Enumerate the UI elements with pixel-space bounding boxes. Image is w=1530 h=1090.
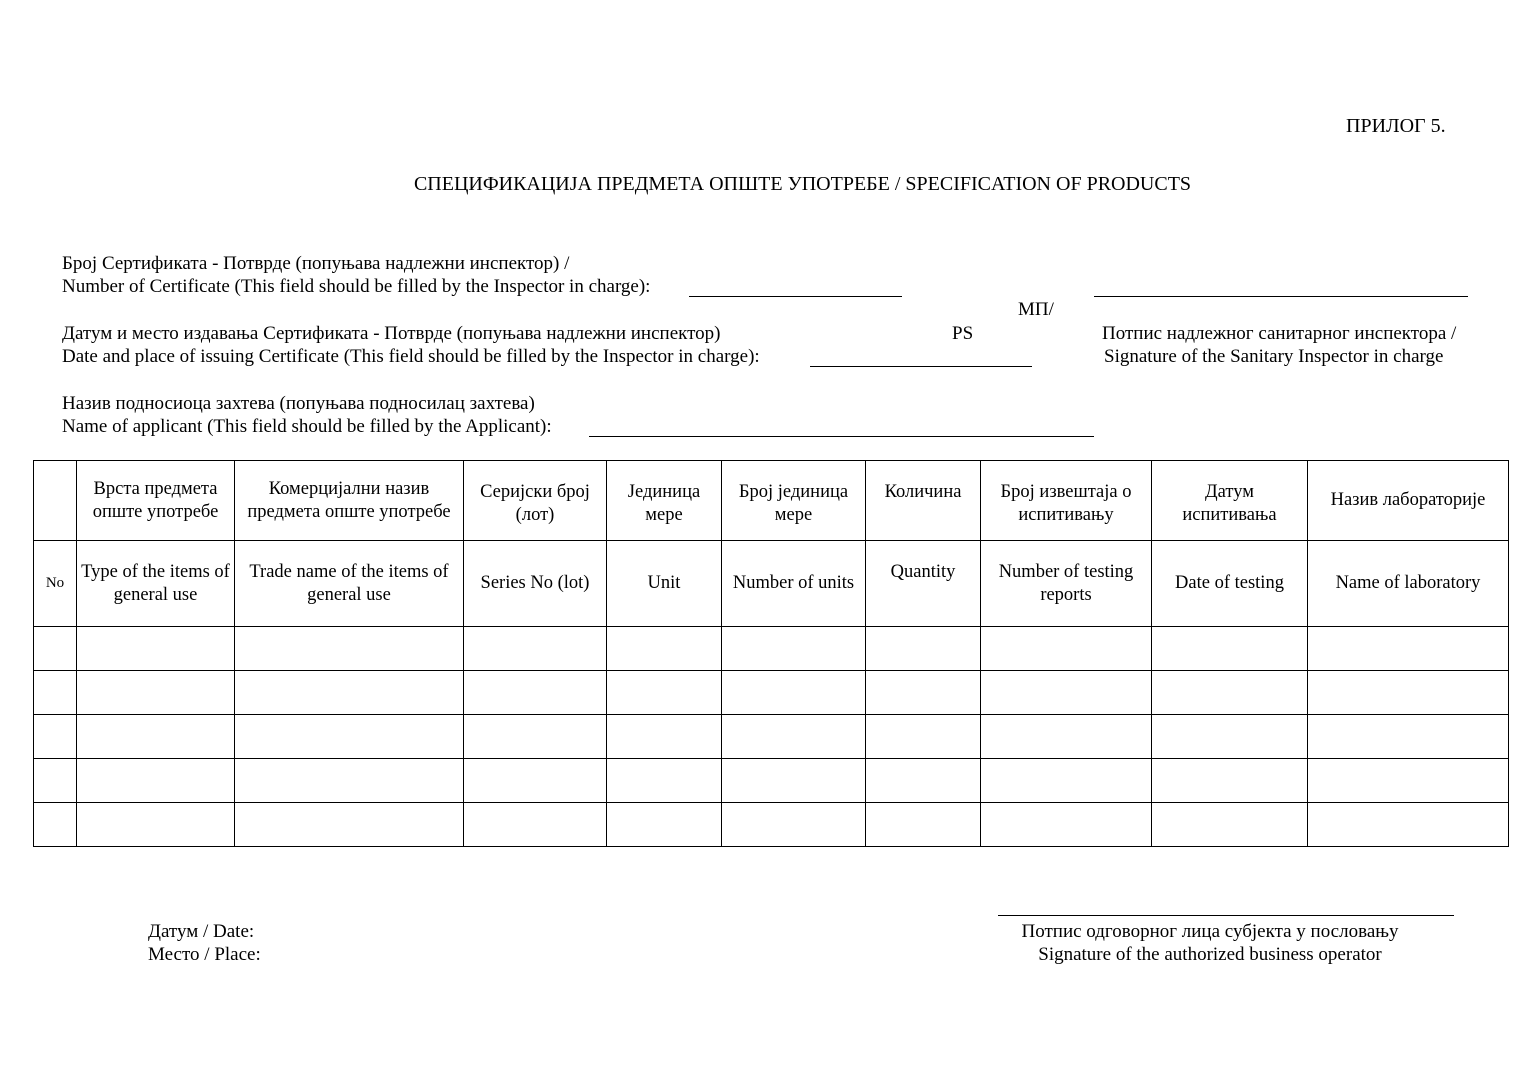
table-cell[interactable] (1152, 803, 1308, 847)
table-row (34, 715, 1509, 759)
applicant-label-en: Name of applicant (This field should be filled by the Applicant): (62, 416, 552, 437)
col-unit-header-en: Unit (607, 541, 722, 627)
col-date-testing-header-en: Date of testing (1152, 541, 1308, 627)
table-cell[interactable] (1308, 671, 1509, 715)
table-cell[interactable] (1308, 759, 1509, 803)
table-cell[interactable] (77, 671, 235, 715)
col-quantity-header-sr: Количина (866, 461, 981, 541)
no-header-cell-sr (34, 461, 77, 541)
table-cell[interactable] (722, 715, 866, 759)
inspector-signature-label-en: Signature of the Sanitary Inspector in charge (1104, 346, 1444, 367)
table-row (34, 671, 1509, 715)
table-cell[interactable] (464, 715, 607, 759)
col-reports-header-sr: Број извештаја о испитивању (981, 461, 1152, 541)
table-cell[interactable] (464, 803, 607, 847)
applicant-label-sr: Назив подносиоца захтева (попуњава подносилац захтева) (62, 393, 535, 414)
table-cell[interactable] (722, 759, 866, 803)
table-cell[interactable] (722, 671, 866, 715)
table-cell[interactable] (607, 715, 722, 759)
col-type-header-sr: Врста предмета опште употребе (77, 461, 235, 541)
certificate-number-label-en: Number of Certificate (This field should be filled by the Inspector in charge): (62, 276, 651, 297)
certificate-number-label-sr: Број Сертификата - Потврде (попуњава надлежни инспектор) / (62, 253, 570, 274)
business-operator-signature-line[interactable] (998, 915, 1454, 916)
business-operator-signature-label-sr: Потпис одговорног лица субјекта у пословању (1021, 921, 1399, 942)
table-cell[interactable] (866, 671, 981, 715)
inspector-signature-line[interactable] (1094, 296, 1468, 297)
table-cell[interactable] (866, 627, 981, 671)
table-cell[interactable] (235, 627, 464, 671)
table-cell[interactable] (866, 715, 981, 759)
table-cell[interactable] (981, 803, 1152, 847)
footer-place-label: Место / Place: (148, 944, 261, 965)
table-cell[interactable] (866, 803, 981, 847)
table-cell[interactable] (77, 803, 235, 847)
col-reports-header-en: Number of testing reports (981, 541, 1152, 627)
table-cell[interactable] (34, 759, 77, 803)
table-cell[interactable] (34, 627, 77, 671)
table-cell[interactable] (77, 715, 235, 759)
col-trade-name-header-sr: Комерцијални назив предмета опште употребе (235, 461, 464, 541)
table-cell[interactable] (464, 627, 607, 671)
col-trade-name-header-en: Trade name of the items of general use (235, 541, 464, 627)
col-number-units-header-en: Number of units (722, 541, 866, 627)
table-cell[interactable] (722, 803, 866, 847)
table-cell[interactable] (981, 715, 1152, 759)
col-number-units-header-sr: Број јединица мере (722, 461, 866, 541)
table-cell[interactable] (464, 759, 607, 803)
table-cell[interactable] (235, 671, 464, 715)
table-cell[interactable] (34, 803, 77, 847)
table-cell[interactable] (235, 715, 464, 759)
col-series-header-en: Series No (lot) (464, 541, 607, 627)
table-cell[interactable] (607, 803, 722, 847)
table-header-row-en (34, 541, 1509, 627)
page-title: СПЕЦИФИКАЦИЈА ПРЕДМЕТА ОПШТЕ УПОТРЕБЕ / SPECIFICATION OF PRODUCTS (413, 173, 1192, 195)
table-cell[interactable] (1152, 671, 1308, 715)
issue-date-place-field[interactable] (810, 366, 1032, 367)
table-cell[interactable] (235, 803, 464, 847)
table-cell[interactable] (1152, 759, 1308, 803)
col-laboratory-header-en: Name of laboratory (1308, 541, 1509, 627)
col-quantity-header-en: Quantity (866, 541, 981, 627)
stamp-mp-label: МП/ (1018, 299, 1054, 320)
table-header-row-sr (34, 461, 1509, 541)
table-cell[interactable] (235, 759, 464, 803)
table-cell[interactable] (722, 627, 866, 671)
col-unit-header-sr: Јединица мере (607, 461, 722, 541)
table-cell[interactable] (607, 627, 722, 671)
table-cell[interactable] (1308, 803, 1509, 847)
col-series-header-sr: Серијски број (лот) (464, 461, 607, 541)
stamp-ps-label: PS (952, 323, 974, 344)
footer-date-label: Датум / Date: (148, 921, 255, 942)
business-operator-signature-label-en: Signature of the authorized business operator (1038, 944, 1382, 965)
col-type-header-en: Type of the items of general use (77, 541, 235, 627)
table-cell[interactable] (981, 671, 1152, 715)
table-row (34, 759, 1509, 803)
table-cell[interactable] (607, 759, 722, 803)
table-cell[interactable] (1308, 715, 1509, 759)
table-cell[interactable] (34, 671, 77, 715)
table-cell[interactable] (607, 671, 722, 715)
applicant-field[interactable] (589, 436, 1094, 437)
col-laboratory-header-sr: Назив лабораторије (1308, 461, 1509, 541)
table-row (34, 627, 1509, 671)
issue-date-place-label-sr: Датум и место издавања Сертификата - Потврде (попуњава надлежни инспектор) (62, 323, 721, 344)
table-row (34, 803, 1509, 847)
table-cell[interactable] (34, 715, 77, 759)
table-cell[interactable] (77, 759, 235, 803)
inspector-signature-label-sr: Потпис надлежног санитарног инспектора / (1102, 323, 1457, 344)
no-header-cell: No (34, 541, 77, 627)
table-cell[interactable] (981, 627, 1152, 671)
certificate-number-field[interactable] (689, 296, 902, 297)
table-cell[interactable] (1152, 715, 1308, 759)
table-cell[interactable] (1152, 627, 1308, 671)
specification-table (33, 460, 1509, 847)
table-cell[interactable] (1308, 627, 1509, 671)
issue-date-place-label-en: Date and place of issuing Certificate (This field should be filled by the Inspector in charge): (62, 346, 760, 367)
table-cell[interactable] (981, 759, 1152, 803)
annex-number: ПРИЛОГ 5. (1346, 115, 1446, 137)
table-cell[interactable] (464, 671, 607, 715)
table-cell[interactable] (77, 627, 235, 671)
table-cell[interactable] (866, 759, 981, 803)
col-date-testing-header-sr: Датум испитивања (1152, 461, 1308, 541)
